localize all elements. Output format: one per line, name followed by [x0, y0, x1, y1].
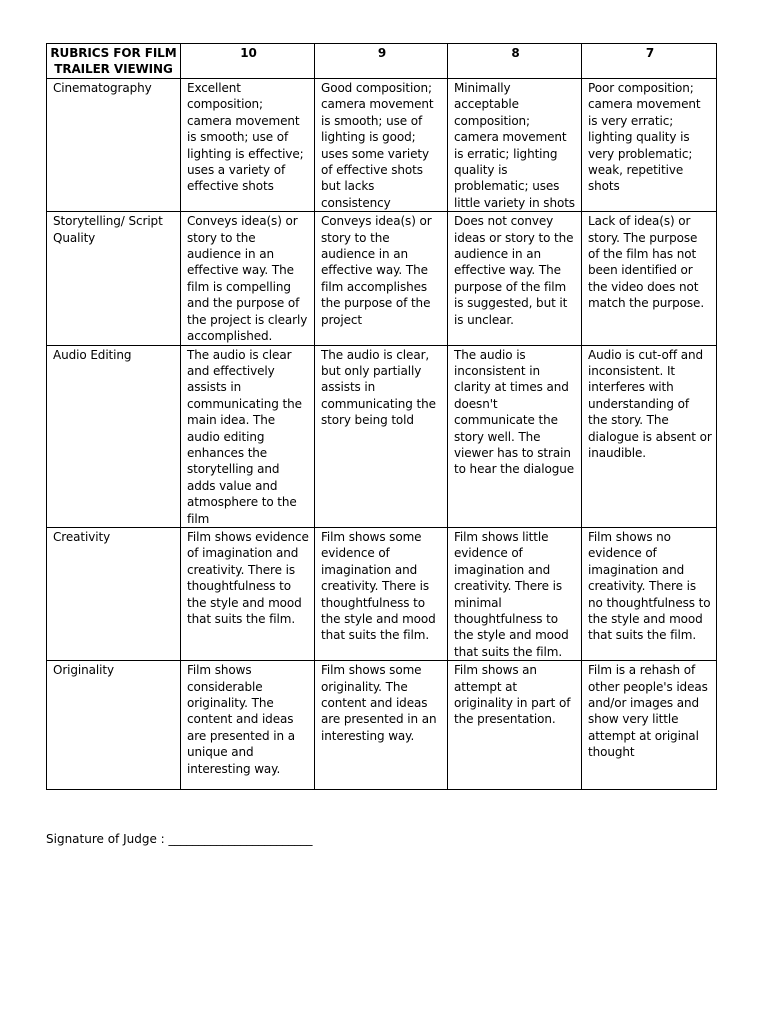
rubric-cell: Film shows evidence of imagination and creativity. There is thoughtfulness to the style and mood that suits the film. [181, 527, 315, 660]
rubric-row-originality [47, 661, 717, 790]
rubric-cell: Audio is cut-off and inconsistent. It interferes with understanding of the story. The dialogue is absent or inaudible. [582, 345, 717, 527]
criterion-label: Storytelling/ Script Quality [47, 212, 181, 345]
rubric-cell: The audio is clear and effectively assists in communicating the main idea. The audio editing enhances the storytelling and adds value and atmosphere to the film [181, 345, 315, 527]
rubric-cell: Film shows no evidence of imagination and creativity. There is no thoughtfulness to the style and mood that suits the film. [582, 527, 717, 660]
rubric-cell: Minimally acceptable composition; camera movement is erratic; lighting quality is problematic; uses little variety in shots [448, 79, 582, 212]
rubric-cell: Does not convey ideas or story to the audience in an effective way. The purpose of the film is suggested, but it is unclear. [448, 212, 582, 345]
rubric-cell: Poor composition; camera movement is very erratic; lighting quality is very problematic; weak, repetitive shots [582, 79, 717, 212]
score-header-9: 9 [315, 44, 448, 79]
rubric-row-storytelling [47, 212, 717, 345]
criterion-label: Cinematography [47, 79, 181, 212]
rubric-row-audio-editing [47, 345, 717, 527]
criterion-label: Creativity [47, 527, 181, 660]
header-row [47, 44, 717, 79]
rubric-cell: Conveys idea(s) or story to the audience in an effective way. The film is compelling and the purpose of the project is clearly accomplished. [181, 212, 315, 345]
rubric-row-creativity [47, 527, 717, 660]
rubric-cell: Lack of idea(s) or story. The purpose of the film has not been identified or the video does not match the purpose. [582, 212, 717, 345]
score-header-8: 8 [448, 44, 582, 79]
rubric-cell: Film shows considerable originality. The content and ideas are presented in a unique and interesting way. [181, 661, 315, 790]
criterion-label: Audio Editing [47, 345, 181, 527]
score-header-7: 7 [582, 44, 717, 79]
rubric-cell: Conveys idea(s) or story to the audience in an effective way. The film accomplishes the purpose of the project [315, 212, 448, 345]
rubric-cell: Film shows some evidence of imagination and creativity. There is thoughtfulness to the style and mood that suits the film. [315, 527, 448, 660]
rubric-table [46, 43, 717, 790]
rubric-cell: Film shows some originality. The content and ideas are presented in an interesting way. [315, 661, 448, 790]
rubric-cell: Good composition; camera movement is smooth; use of lighting is good; uses some variety of effective shots but lacks consistency [315, 79, 448, 212]
score-header-10: 10 [181, 44, 315, 79]
rubric-title: RUBRICS FOR FILM TRAILER VIEWING [47, 44, 181, 79]
rubric-cell: Excellent composition; camera movement is smooth; use of lighting is effective; uses a variety of effective shots [181, 79, 315, 212]
rubric-cell: Film shows an attempt at originality in part of the presentation. [448, 661, 582, 790]
rubric-cell: The audio is clear, but only partially assists in communicating the story being told [315, 345, 448, 527]
rubric-row-cinematography [47, 79, 717, 212]
rubric-cell: Film shows little evidence of imagination and creativity. There is minimal thoughtfulness to the style and mood that suits the film. [448, 527, 582, 660]
rubric-cell: The audio is inconsistent in clarity at times and doesn't communicate the story well. The viewer has to strain to hear the dialogue [448, 345, 582, 527]
rubric-cell: Film is a rehash of other people's ideas and/or images and show very little attempt at original thought [582, 661, 717, 790]
judge-signature-line: Signature of Judge : ________________________ [46, 832, 313, 846]
criterion-label: Originality [47, 661, 181, 790]
